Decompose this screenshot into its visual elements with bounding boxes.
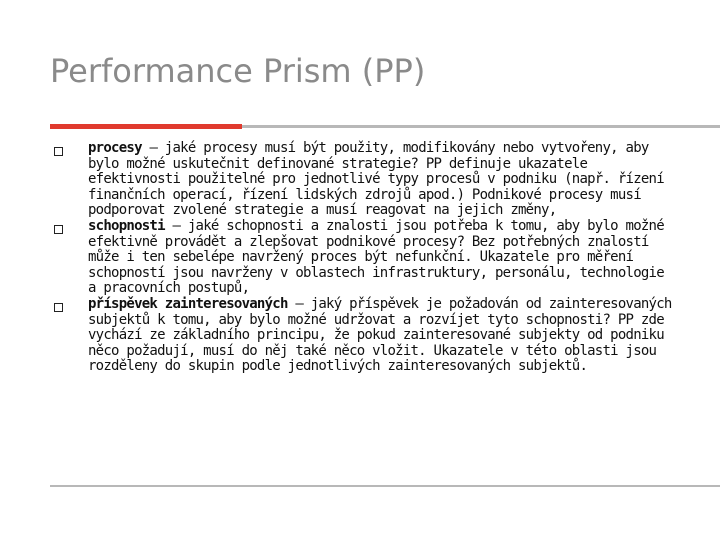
bullet-body: – jaké schopnosti a znalosti jsou potřeba k tomu, aby bylo možné efektivně provádět a zlepšovat podnikové procesy? Bez potřebných znalostí může i ten sebelépe navržený proces být nefunkční. Ukazatele pro měření schopností jsou navrženy v oblastech infrastruktury, personálu, technologie a pracovních postupů, xyxy=(88,217,664,297)
bullet-paragraph xyxy=(88,219,672,297)
bullet-term: příspěvek zainteresovaných xyxy=(88,295,288,312)
title-accent-bar xyxy=(50,124,242,129)
bullet-item-prispevek xyxy=(50,297,672,375)
bullet-body: – jaký příspěvek je požadován od zainteresovaných subjektů k tomu, aby bylo možné udržovat a rozvíjet tyto schopnosti? PP zde vychází ze základního principu, že pokud zainteresované subjekty od podniku něco požadují, musí do něj také něco vložit. Ukazatele v této oblasti jsou rozděleny do skupin podle jednotlivých zainteresovaných subjektů. xyxy=(88,295,672,375)
bullet-paragraph xyxy=(88,141,672,219)
square-bullet-icon xyxy=(54,147,63,156)
square-bullet-icon xyxy=(54,225,63,234)
bullet-term: schopnosti xyxy=(88,217,165,234)
bullet-body: – jaké procesy musí být použity, modifikovány nebo vytvořeny, aby bylo možné uskutečnit definované strategie? PP definuje ukazatele efektivnosti použitelné pro jednotlivé typy procesů v podniku (např. řízení finančních operací, řízení lidských zdrojů apod.) Podnikové procesy musí podporovat zvolené strategie a musí reagovat na jejich změny, xyxy=(88,140,664,219)
bullet-item-procesy xyxy=(50,141,672,219)
slide-title: Performance Prism (PP) xyxy=(50,52,426,90)
bullet-list xyxy=(50,141,672,375)
bullet-paragraph xyxy=(88,297,672,375)
square-bullet-icon xyxy=(54,303,63,312)
footer-divider xyxy=(50,485,720,487)
bullet-term: procesy xyxy=(88,140,142,156)
bullet-item-schopnosti xyxy=(50,219,672,297)
